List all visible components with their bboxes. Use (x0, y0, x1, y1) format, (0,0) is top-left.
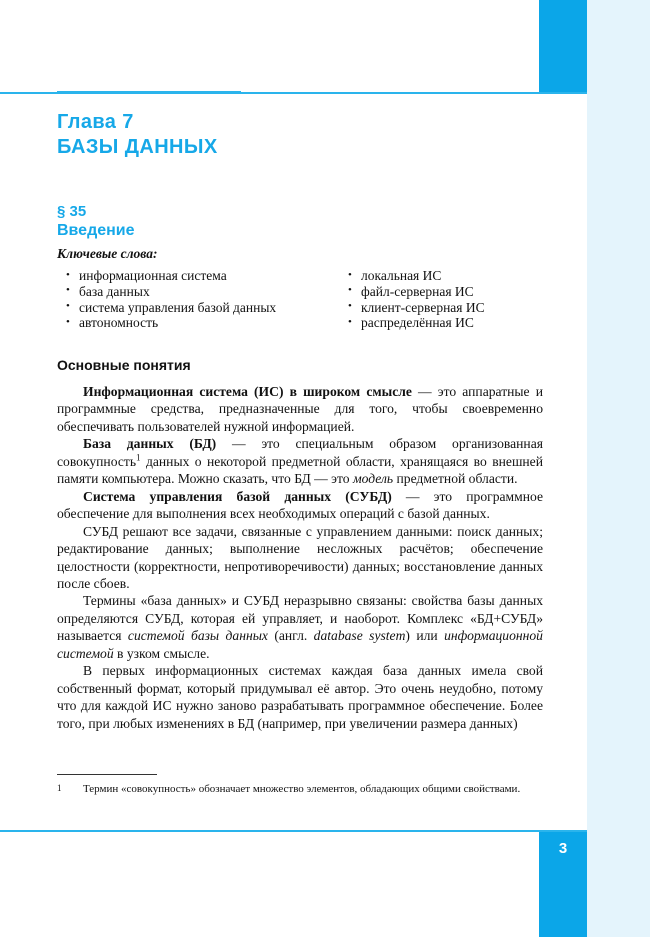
paragraph-2-mid2: данных о некоторой предметной области, хранящаяся во внешней памяти компьютера. Можно сказать, что БД — это (57, 453, 543, 487)
paragraph-4: СУБД решают все задачи, связанные с управлением данными: поиск данных; редактирование данных; выполнение несложных расчётов; обеспечение целостности (корректности, непротиворечивости) данных; восстановление данных после сбоев. (57, 523, 543, 591)
footer-rule (0, 830, 587, 832)
emphasis-database-system-ru: системой базы данных (127, 628, 268, 644)
paragraph-5-start: Термины «база данных» и СУБД неразрывно связаны: свойства базы данных определяются СУБД, которая ей управляет, и наоборот. Комплекс «БД+СУБД» называется (57, 593, 543, 644)
paragraph-2-end: предметной области. (393, 471, 518, 487)
list-item: • база данных (65, 284, 315, 300)
page-number: 3 (558, 840, 568, 857)
chapter-heading (57, 110, 218, 160)
chapter-label: Глава 7 (57, 111, 134, 133)
footnote (57, 782, 543, 797)
term-information-system: Информационная система (ИС) в широком смысле (83, 384, 412, 399)
paragraph-5-mid: (англ. (267, 628, 314, 644)
paragraph-2-mid: — это специальным образом организованная совокупность (57, 436, 543, 469)
emphasis-model: модель (352, 471, 394, 487)
subheading: Основные понятия (57, 357, 191, 373)
body-text (57, 383, 543, 732)
keywords-column-left (65, 268, 315, 331)
list-item: • файл-серверная ИС (347, 284, 547, 300)
paragraph-5-mid2: ) или (405, 628, 445, 644)
list-item: • автономность (65, 315, 315, 331)
list-item: • клиент-серверная ИС (347, 300, 547, 316)
keywords-label: Ключевые слова: (57, 246, 158, 261)
emphasis-database-system-en: database system (313, 628, 406, 644)
paragraph-3 (57, 488, 543, 523)
section-title: Введение (57, 222, 135, 239)
list-item: • распределённая ИС (347, 315, 547, 331)
term-dbms: Система управления базой данных (СУБД) (83, 488, 392, 504)
keywords-column-right (347, 268, 547, 331)
header-accent-bar (539, 0, 587, 92)
paragraph-5-end: в узком смысле. (113, 645, 210, 661)
list-item: • информационная система (65, 268, 315, 284)
section-number: § 35 (57, 203, 87, 220)
paragraph-1-rest: — это аппаратные и программные средства, предназначенные для того, чтобы своевременно обеспечивать пользователей нужной информацией. (57, 384, 543, 434)
paragraph-1 (57, 383, 543, 435)
footnote-text: Термин «совокупность» обозначает множество элементов, обладающих общими свойствами. (83, 783, 521, 795)
list-item: • система управления базой данных (65, 300, 315, 316)
footnote-ref: 1 (136, 452, 141, 463)
chapter-title-text: БАЗЫ ДАННЫХ (57, 136, 218, 158)
list-item: • локальная ИС (347, 268, 547, 284)
paragraph-3-rest: — это программное обеспечение для выполнения всех необходимых операций с базой данных. (57, 488, 543, 522)
chapter-rule (57, 91, 241, 94)
paragraph-6: В первых информационных системах каждая база данных имела свой собственный формат, который придумывал её автор. Это очень неудобно, потому что для каждой ИС нужно заново разрабатывать программное обеспечение. Более того, при любых изменениях в БД (например, при увеличении размера данных) (57, 663, 543, 731)
footnote-marker: 1 (57, 783, 62, 793)
paragraph-5 (57, 592, 543, 662)
term-database: База данных (БД) (83, 436, 217, 452)
emphasis-information-system: информационной системой (57, 628, 543, 661)
paragraph-2 (57, 435, 543, 487)
footnote-separator (57, 774, 157, 775)
